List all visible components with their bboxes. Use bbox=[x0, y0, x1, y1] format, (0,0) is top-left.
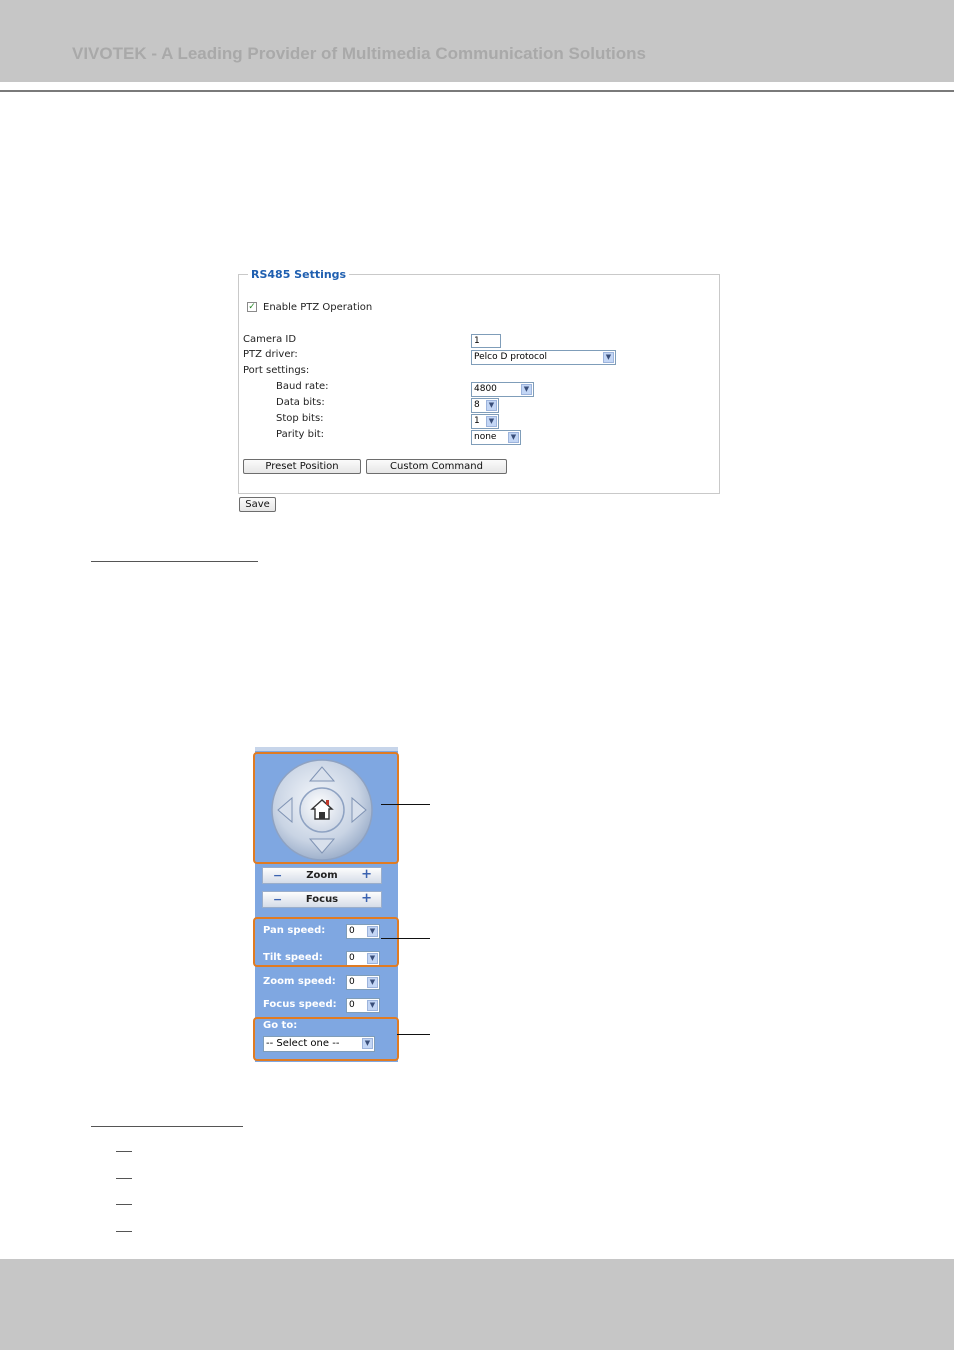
focus-control[interactable] bbox=[262, 891, 382, 908]
camera-id-input[interactable]: 1 bbox=[471, 334, 501, 348]
focus-far-icon[interactable]: + bbox=[361, 891, 372, 906]
focus-label: Focus bbox=[305, 894, 339, 905]
custom-command-button[interactable]: Custom Command bbox=[366, 459, 507, 474]
ptz-driver-label: PTZ driver: bbox=[243, 349, 298, 360]
caption-underline bbox=[91, 1126, 243, 1127]
ptz-driver-select[interactable] bbox=[471, 350, 616, 365]
chevron-down-icon: ▼ bbox=[367, 953, 378, 964]
baud-rate-select[interactable] bbox=[471, 382, 534, 397]
parity-bit-select[interactable] bbox=[471, 430, 521, 445]
chevron-down-icon: ▼ bbox=[367, 926, 378, 937]
data-bits-label: Data bits: bbox=[276, 397, 325, 408]
enable-ptz-label: Enable PTZ Operation bbox=[263, 302, 373, 313]
zoom-speed-select[interactable] bbox=[346, 975, 380, 990]
chevron-down-icon: ▼ bbox=[362, 1038, 373, 1049]
focus-speed-value: 0 bbox=[349, 1000, 355, 1010]
stop-bits-label: Stop bits: bbox=[276, 413, 324, 424]
parity-bit-value: none bbox=[474, 432, 497, 442]
goto-label: Go to: bbox=[263, 1020, 298, 1031]
callout-line-direction bbox=[381, 804, 430, 805]
zoom-speed-label: Zoom speed: bbox=[263, 976, 336, 987]
list-marker bbox=[116, 1204, 132, 1205]
callout-line-speed bbox=[381, 938, 430, 939]
direction-pad-highlight bbox=[253, 752, 399, 864]
speed-highlight bbox=[253, 917, 399, 967]
pan-speed-value: 0 bbox=[349, 926, 355, 936]
page-header-band bbox=[0, 0, 954, 82]
tilt-speed-value: 0 bbox=[349, 953, 355, 963]
tilt-speed-label: Tilt speed: bbox=[263, 952, 323, 963]
goto-highlight bbox=[253, 1017, 399, 1061]
chevron-down-icon: ▼ bbox=[367, 1000, 378, 1011]
enable-ptz-checkbox[interactable]: ✓ bbox=[248, 302, 256, 312]
preset-position-button[interactable]: Preset Position bbox=[243, 459, 361, 474]
goto-value: -- Select one -- bbox=[266, 1038, 340, 1049]
focus-near-icon[interactable]: − bbox=[273, 893, 283, 906]
zoom-in-icon[interactable]: + bbox=[361, 867, 372, 882]
data-bits-value: 8 bbox=[474, 400, 480, 410]
list-marker bbox=[116, 1151, 132, 1152]
baud-rate-value: 4800 bbox=[474, 384, 497, 394]
parity-bit-label: Parity bit: bbox=[276, 429, 325, 440]
baud-rate-label: Baud rate: bbox=[276, 381, 329, 392]
callout-line-goto bbox=[397, 1034, 430, 1035]
chevron-down-icon: ▼ bbox=[486, 400, 497, 411]
zoom-control[interactable] bbox=[262, 867, 382, 884]
zoom-out-icon[interactable]: − bbox=[273, 869, 283, 882]
focus-speed-label: Focus speed: bbox=[263, 999, 337, 1010]
save-button[interactable]: Save bbox=[239, 497, 276, 512]
list-marker bbox=[116, 1178, 132, 1179]
focus-speed-select[interactable] bbox=[346, 998, 380, 1013]
rs485-settings-legend: RS485 Settings bbox=[248, 268, 349, 281]
list-marker bbox=[116, 1231, 132, 1232]
stop-bits-select[interactable] bbox=[471, 414, 499, 429]
chevron-down-icon: ▼ bbox=[508, 432, 519, 443]
caption-underline bbox=[91, 561, 258, 562]
chevron-down-icon: ▼ bbox=[521, 384, 532, 395]
zoom-speed-value: 0 bbox=[349, 977, 355, 987]
page-footer-band bbox=[0, 1259, 954, 1350]
port-settings-label: Port settings: bbox=[243, 365, 310, 376]
zoom-label: Zoom bbox=[306, 870, 338, 881]
camera-id-label: Camera ID bbox=[243, 334, 297, 345]
chevron-down-icon: ▼ bbox=[486, 416, 497, 427]
ptz-driver-value: Pelco D protocol bbox=[474, 352, 547, 362]
chevron-down-icon: ▼ bbox=[603, 352, 614, 363]
stop-bits-value: 1 bbox=[474, 416, 480, 426]
chevron-down-icon: ▼ bbox=[367, 977, 378, 988]
header-divider bbox=[0, 90, 954, 92]
page-header-title: VIVOTEK - A Leading Provider of Multimedia Communication Solutions bbox=[72, 44, 646, 63]
pan-speed-label: Pan speed: bbox=[263, 925, 326, 936]
data-bits-select[interactable] bbox=[471, 398, 499, 413]
